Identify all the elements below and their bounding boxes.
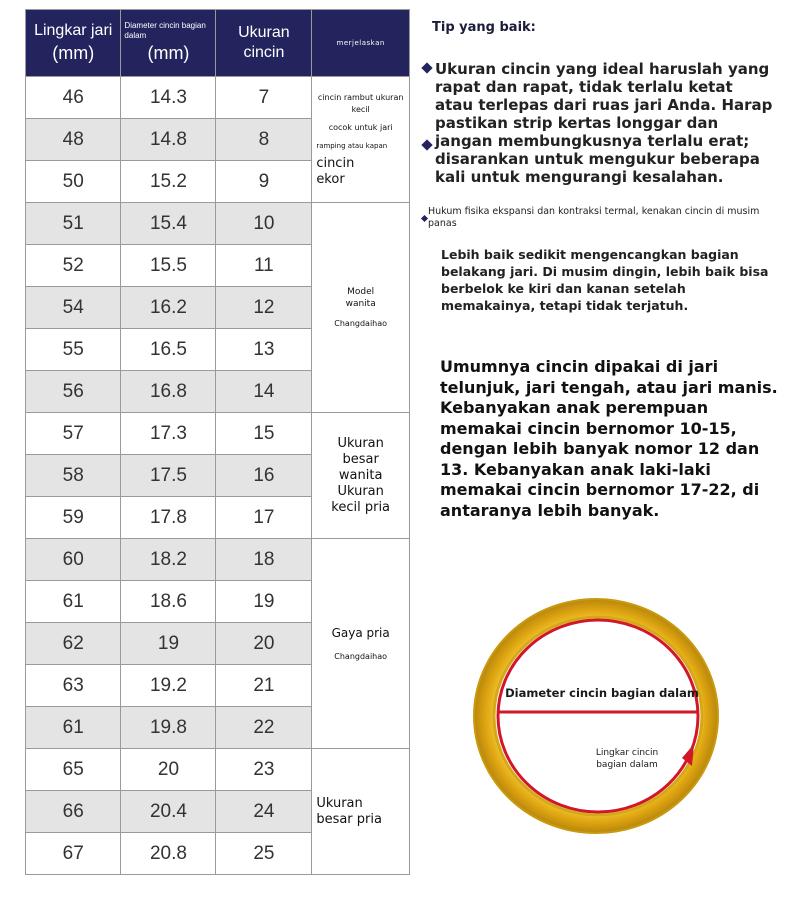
cell-size: 21 [216,665,312,707]
header-size-label: Ukuran cincin [238,24,290,61]
diamond-bullet-icon [421,139,432,150]
note-cell [312,203,410,413]
cell-size: 10 [216,203,312,245]
note-changdaihao: Changdaihao [334,318,388,328]
cell-diam: 16.5 [121,329,216,371]
cell-size: 11 [216,245,312,287]
cell-circ: 56 [26,371,121,413]
tip-paragraph-season: Lebih baik sedikit mengencangkan bagian belakang jari. Di musim dingin, lebih baik bisa berbelok ke kiri dan kanan setelah memakainya, tetapi tidak terjatuh. [441,247,769,313]
cell-size: 19 [216,581,312,623]
cell-circ: 48 [26,119,121,161]
cell-size: 14 [216,371,312,413]
cell-diam: 19 [121,623,216,665]
note-large-men: Ukuran besar pria [316,795,382,827]
header-diameter-label: Diameter cincin bagian dalam [124,21,206,40]
cell-diam: 20.8 [121,833,216,875]
cell-circ: 52 [26,245,121,287]
cell-diam: 14.3 [121,77,216,119]
note-slim-when: ramping atau kapan [316,141,388,150]
note-slim-finger: cocok untuk jari [328,122,393,132]
cell-diam: 15.5 [121,245,216,287]
circumference-label-line1: Lingkar cincin [595,748,659,758]
cell-size: 23 [216,749,312,791]
ring-diagram [470,598,735,838]
note-tail-ring: cincin ekor [316,155,355,187]
table-row [26,77,410,119]
note-small-ring: cincin rambut ukuran kecil [317,92,404,114]
tip-paragraph-thermal: Hukum fisika ekspansi dan kontraksi termal, kenakan cincin di musim panas [428,206,760,229]
circumference-label-line2: bagian dalam [596,760,658,770]
table-row [26,539,410,581]
cell-circ: 67 [26,833,121,875]
cell-circ: 57 [26,413,121,455]
cell-diam: 16.2 [121,287,216,329]
cell-size: 13 [216,329,312,371]
note-women-model: Model wanita [345,286,376,309]
ring-hole [494,617,702,815]
cell-circ: 59 [26,497,121,539]
diamond-bullet-icon [421,215,428,222]
tip-paragraph-fingers: Umumnya cincin dipakai di jari telunjuk, jari tengah, atau jari manis. Kebanyakan anak perempuan memakai cincin bernomor 10-15, dengan lebih banyak nomor 12 dan 13. Kebanyakan anak laki-laki memakai cincin bernomor 17-22, di antaranya lebih banyak. [440,357,778,520]
tip-paragraph-fit: Ukuran cincin yang ideal haruslah yang rapat dan rapat, tidak terlalu ketat atau terlepas dari ruas jari Anda. Harap pastikan strip kertas longgar dan jangan membungkusnya terlalu erat; disarankan untuk mengukur beberapa kali untuk mengurangi kesalahan. [435,60,773,186]
cell-circ: 50 [26,161,121,203]
cell-size: 9 [216,161,312,203]
header-explain [312,10,410,77]
cell-diam: 14.8 [121,119,216,161]
cell-circ: 63 [26,665,121,707]
note-cell [312,539,410,749]
cell-diam: 16.8 [121,371,216,413]
cell-diam: 15.4 [121,203,216,245]
cell-circ: 61 [26,581,121,623]
note-changdaihao: Changdaihao [334,651,388,661]
tips-title: Tip yang baik: [432,20,536,35]
header-circumference-unit: (mm) [52,43,95,63]
header-diameter-unit: (mm) [147,43,190,63]
note-men-style: Gaya pria [331,625,390,640]
header-diameter [121,10,216,77]
note-cell [312,749,410,875]
cell-diam: 18.6 [121,581,216,623]
cell-circ: 62 [26,623,121,665]
cell-size: 7 [216,77,312,119]
cell-circ: 51 [26,203,121,245]
header-size [216,10,312,77]
note-cell [312,413,410,539]
cell-diam: 20 [121,749,216,791]
header-circumference [26,10,121,77]
cell-circ: 61 [26,707,121,749]
cell-size: 17 [216,497,312,539]
note-large-women-small-men: Ukuran besar wanita Ukuran kecil pria [331,435,391,515]
header-explain-label: merjelaskan [336,39,385,47]
cell-size: 25 [216,833,312,875]
table-row [26,749,410,791]
cell-diam: 15.2 [121,161,216,203]
cell-diam: 17.5 [121,455,216,497]
cell-diam: 17.8 [121,497,216,539]
cell-size: 18 [216,539,312,581]
cell-size: 8 [216,119,312,161]
cell-circ: 66 [26,791,121,833]
cell-size: 16 [216,455,312,497]
cell-circ: 46 [26,77,121,119]
cell-circ: 60 [26,539,121,581]
cell-diam: 19.2 [121,665,216,707]
table-row [26,203,410,245]
cell-circ: 54 [26,287,121,329]
cell-circ: 58 [26,455,121,497]
cell-size: 22 [216,707,312,749]
note-cell [312,77,410,203]
cell-size: 24 [216,791,312,833]
cell-size: 20 [216,623,312,665]
cell-diam: 18.2 [121,539,216,581]
diamond-bullet-icon [421,62,432,73]
ring-size-table [25,9,410,875]
table-row [26,413,410,455]
cell-size: 12 [216,287,312,329]
header-circumference-label: Lingkar jari [34,22,113,39]
diameter-label: Diameter cincin bagian dalam [505,686,699,700]
cell-circ: 55 [26,329,121,371]
cell-diam: 19.8 [121,707,216,749]
cell-circ: 65 [26,749,121,791]
cell-diam: 17.3 [121,413,216,455]
cell-diam: 20.4 [121,791,216,833]
cell-size: 15 [216,413,312,455]
